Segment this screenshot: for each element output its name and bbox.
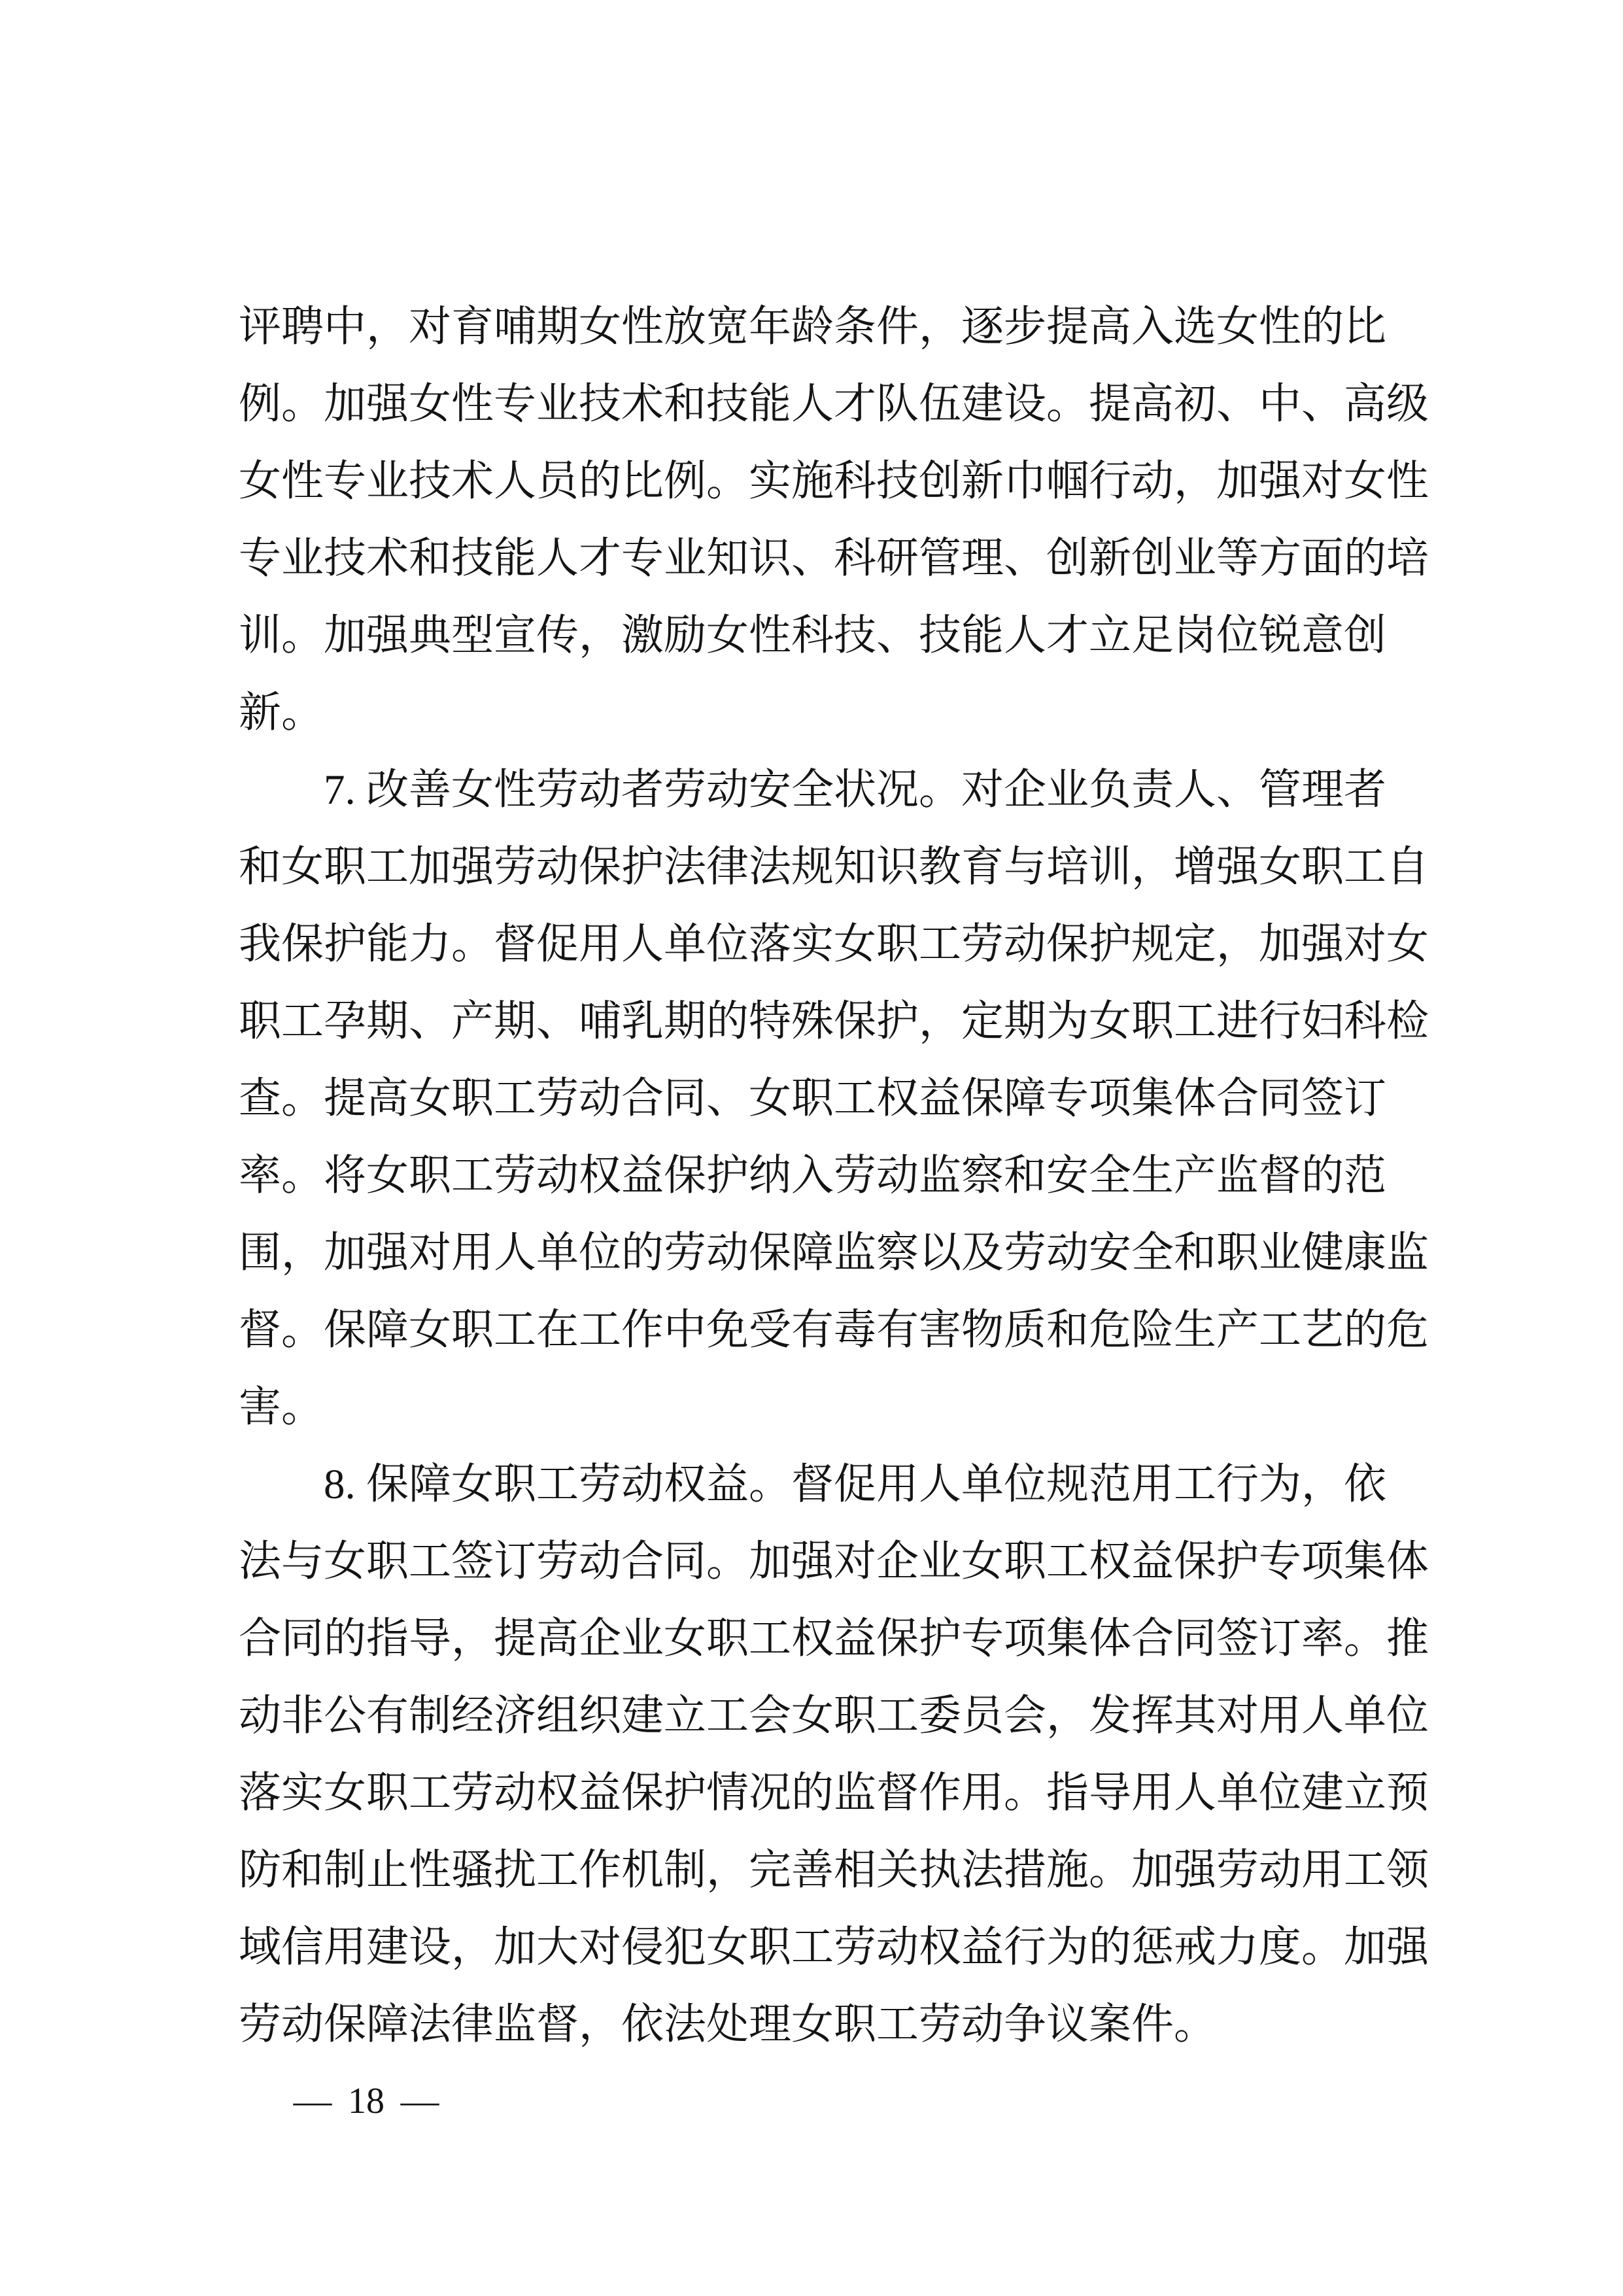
footer-dash-right: — xyxy=(400,2081,439,2121)
body-line: 防和制止性骚扰工作机制，完善相关执法措施。加强劳动用工领 xyxy=(239,1847,1429,1894)
body-line: 落实女职工劳动权益保护情况的监督作用。指导用人单位建立预 xyxy=(239,1770,1429,1817)
body-line: 害。 xyxy=(239,1384,324,1431)
body-line: 合同的指导，提高企业女职工权益保护专项集体合同签订率。推 xyxy=(239,1615,1429,1662)
body-line: 劳动保障法律监督，依法处理女职工劳动争议案件。 xyxy=(239,2001,1217,2048)
body-line: 督。保障女职工在工作中免受有毒有害物质和危险生产工艺的危 xyxy=(239,1307,1429,1354)
body-line: 法与女职工签订劳动合同。加强对企业女职工权益保护专项集体 xyxy=(239,1538,1429,1585)
body-line-item-8-start: 8. 保障女职工劳动权益。督促用人单位规范用工行为，依 xyxy=(324,1461,1387,1508)
body-line-item-7-start: 7. 改善女性劳动者劳动安全状况。对企业负责人、管理者 xyxy=(324,766,1387,814)
body-line: 围，加强对用人单位的劳动保障监察以及劳动安全和职业健康监 xyxy=(239,1229,1429,1277)
body-line: 例。加强女性专业技术和技能人才队伍建设。提高初、中、高级 xyxy=(239,381,1429,428)
page-footer xyxy=(294,2080,438,2123)
body-line: 专业技术和技能人才专业知识、科研管理、创新创业等方面的培 xyxy=(239,535,1429,582)
body-line: 女性专业技术人员的比例。实施科技创新巾帼行动，加强对女性 xyxy=(239,458,1429,505)
document-body xyxy=(239,288,1435,2063)
body-line: 评聘中，对育哺期女性放宽年龄条件，逐步提高入选女性的比 xyxy=(239,303,1387,351)
body-line: 域信用建设，加大对侵犯女职工劳动权益行为的惩戒力度。加强 xyxy=(239,1924,1429,1971)
footer-dash-left: — xyxy=(293,2081,332,2121)
body-line: 查。提高女职工劳动合同、女职工权益保障专项集体合同签订 xyxy=(239,1075,1387,1122)
body-line: 率。将女职工劳动权益保护纳入劳动监察和安全生产监督的范 xyxy=(239,1152,1387,1199)
page-number: 18 xyxy=(348,2081,384,2121)
body-line: 和女职工加强劳动保护法律法规知识教育与培训，增强女职工自 xyxy=(239,844,1429,891)
body-line: 动非公有制经济组织建立工会女职工委员会，发挥其对用人单位 xyxy=(239,1692,1429,1739)
body-line: 职工孕期、产期、哺乳期的特殊保护，定期为女职工进行妇科检 xyxy=(239,998,1429,1045)
body-line: 我保护能力。督促用人单位落实女职工劳动保护规定，加强对女 xyxy=(239,921,1429,968)
body-line: 训。加强典型宣传，激励女性科技、技能人才立足岗位锐意创 xyxy=(239,612,1387,659)
body-line: 新。 xyxy=(239,689,324,736)
